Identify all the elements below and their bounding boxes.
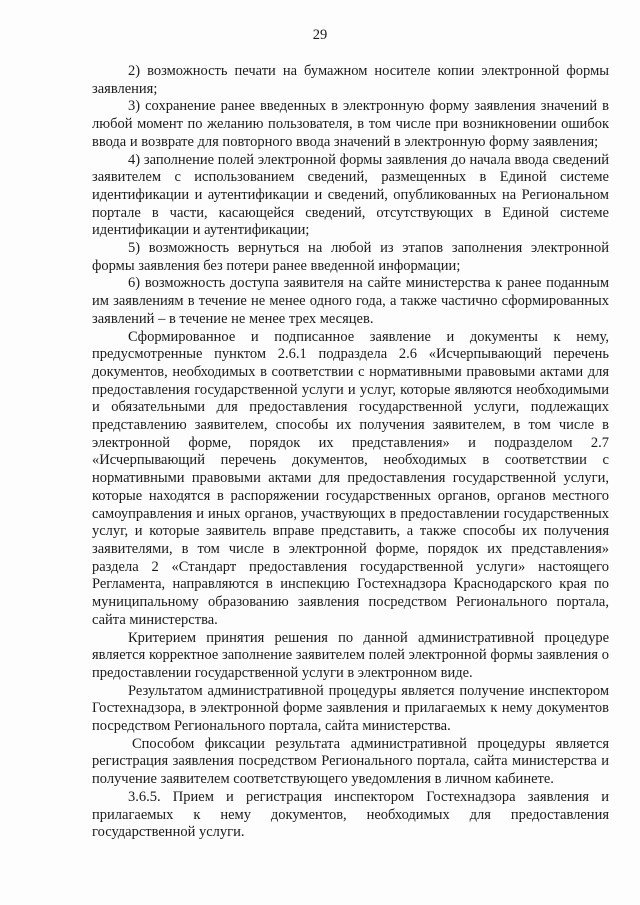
paragraph-item-4: 4) заполнение полей электронной формы заявления до начала ввода сведений заявителем с использованием сведений, размещенных в Единой системе идентификации и аутентификации и сведений, опубликованных на Региональном портале в части, касающейся сведений, отсутствующих в Единой системе идентификации и аутентификации;	[92, 151, 609, 239]
paragraph-item-2: 2) возможность печати на бумажном носителе копии электронной формы заявления;	[92, 63, 609, 97]
paragraph-decision-criterion: Критерием принятия решения по данной административной процедуре является корректное заполнение заявителем полей электронной формы заявления о предоставлении государственной услуги в электронном виде.	[92, 629, 609, 681]
paragraph-section-3-6-5: 3.6.5. Прием и регистрация инспектором Гостехнадзора заявления и прилагаемых к нему документов, необходимых для предоставления государственной услуги.	[92, 788, 609, 841]
paragraph-result-fixation: Способом фиксации результата административной процедуры является регистрация заявления посредством Регионального портала, сайта министерства и получение заявителем соответствующего уведомления в личном кабинете.	[92, 735, 609, 788]
paragraph-item-3: 3) сохранение ранее введенных в электронную форму заявления значений в любой момент по желанию пользователя, в том числе при возникновении ошибок ввода и возврате для повторного ввода значений в электронную форму заявления;	[92, 98, 609, 150]
document-body	[92, 63, 609, 842]
paragraph-submission: Сформированное и подписанное заявление и документы к нему, предусмотренные пунктом 2.6.1 подраздела 2.6 «Исчерпывающий перечень документов, необходимых в соответствии с нормативными правовыми актами для предоставления государственной услуги и услуг, которые являются необходимыми и обязательными для предоставления государственной услуги, подлежащих представлению заявителем, способы их получения заявителем, в том числе в электронной форме, порядок их представления» и подразделом 2.7 «Исчерпывающий перечень документов, необходимых в соответствии с нормативными правовыми актами для предоставления государственной услуги, которые находятся в распоряжении государственных органов, органов местного самоуправления и иных органов, участвующих в предоставлении государственных услуг, и которые заявитель вправе представить, а также способы их получения заявителями, в том числе в электронной форме, порядок их представления» раздела 2 «Стандарт предоставления государственной услуги» настоящего Регламента, направляются в инспекцию Гостехнадзора Краснодарского края по муниципальному образованию заявления посредством Регионального портала, сайта министерства.	[92, 328, 609, 628]
paragraph-item-5: 5) возможность вернуться на любой из этапов заполнения электронной формы заявления без потери ранее введенной информации;	[92, 240, 609, 274]
paragraph-item-6: 6) возможность доступа заявителя на сайте министерства к ранее поданным им заявлениям в течение не менее одного года, а также частично сформированных заявлений – в течение не менее трех месяцев.	[92, 275, 609, 327]
page-number: 29	[312, 27, 328, 43]
paragraph-procedure-result: Результатом административной процедуры является получение инспектором Гостехнадзора, в электронной форме заявления и прилагаемых к нему документов посредством Регионального портала, сайта министерства.	[92, 682, 609, 735]
